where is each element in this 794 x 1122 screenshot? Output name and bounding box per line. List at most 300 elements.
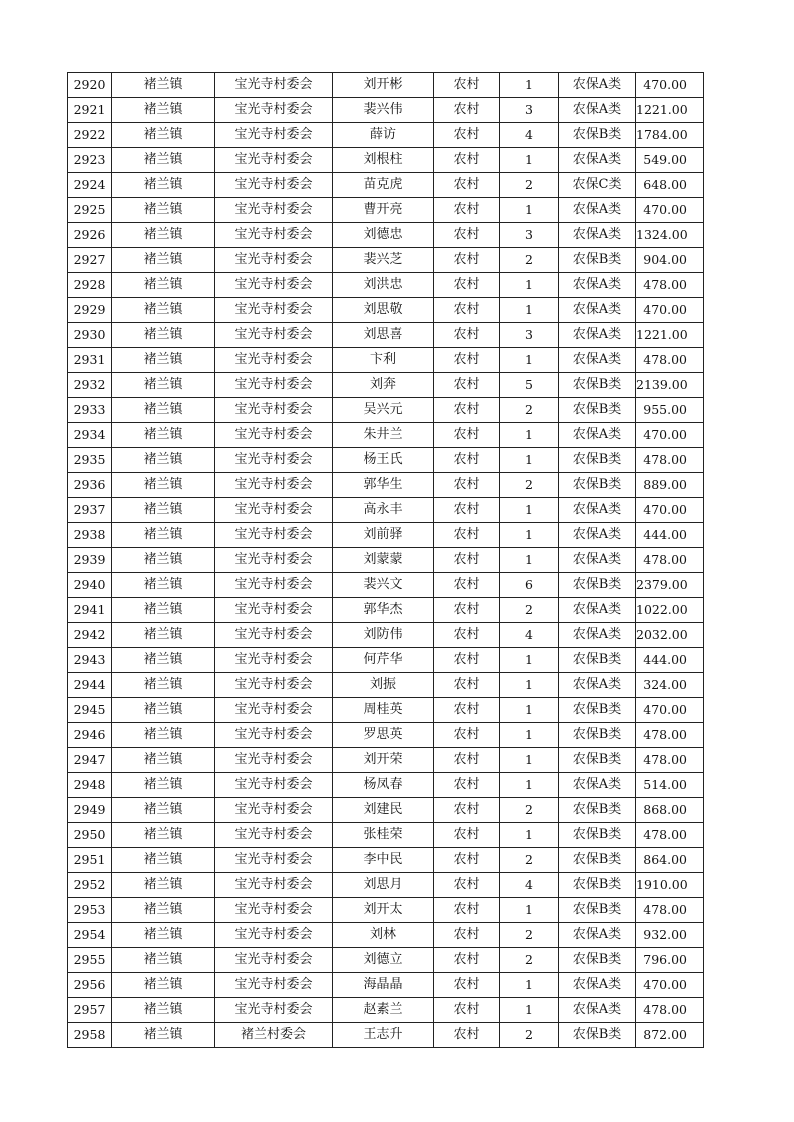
person-name-cell: 刘建民	[333, 798, 434, 823]
table-row	[68, 348, 704, 373]
person-name-cell: 何芹华	[333, 648, 434, 673]
person-name-cell: 刘思敬	[333, 298, 434, 323]
village-committee-cell: 宝光寺村委会	[215, 823, 333, 848]
insurance-category-cell: 农保A类	[559, 273, 636, 298]
amount-cell: 478.00	[636, 348, 704, 373]
household-size-cell: 1	[500, 348, 559, 373]
insurance-category-cell: 农保A类	[559, 773, 636, 798]
village-committee-cell: 宝光寺村委会	[215, 198, 333, 223]
town-cell: 褚兰镇	[112, 123, 215, 148]
insurance-category-cell: 农保B类	[559, 648, 636, 673]
person-name-cell: 裴兴芝	[333, 248, 434, 273]
town-cell: 褚兰镇	[112, 898, 215, 923]
village-committee-cell: 宝光寺村委会	[215, 223, 333, 248]
amount-cell: 444.00	[636, 648, 704, 673]
person-name-cell: 罗思英	[333, 723, 434, 748]
row-number-cell: 2927	[68, 248, 112, 273]
town-cell: 褚兰镇	[112, 773, 215, 798]
town-cell: 褚兰镇	[112, 573, 215, 598]
household-size-cell: 1	[500, 823, 559, 848]
row-number-cell: 2942	[68, 623, 112, 648]
household-type-cell: 农村	[434, 98, 500, 123]
table-row	[68, 698, 704, 723]
town-cell: 褚兰镇	[112, 973, 215, 998]
row-number-cell: 2929	[68, 298, 112, 323]
insurance-category-cell: 农保A类	[559, 523, 636, 548]
amount-cell: 470.00	[636, 973, 704, 998]
person-name-cell: 刘前驿	[333, 523, 434, 548]
person-name-cell: 卞利	[333, 348, 434, 373]
amount-cell: 1221.00	[636, 323, 704, 348]
household-type-cell: 农村	[434, 448, 500, 473]
household-size-cell: 2	[500, 948, 559, 973]
table-row	[68, 373, 704, 398]
table-row	[68, 73, 704, 98]
village-committee-cell: 宝光寺村委会	[215, 573, 333, 598]
insurance-category-cell: 农保A类	[559, 548, 636, 573]
amount-cell: 470.00	[636, 423, 704, 448]
row-number-cell: 2926	[68, 223, 112, 248]
village-committee-cell: 宝光寺村委会	[215, 973, 333, 998]
town-cell: 褚兰镇	[112, 298, 215, 323]
village-committee-cell: 宝光寺村委会	[215, 448, 333, 473]
row-number-cell: 2948	[68, 773, 112, 798]
amount-cell: 478.00	[636, 898, 704, 923]
table-row	[68, 323, 704, 348]
village-committee-cell: 宝光寺村委会	[215, 998, 333, 1023]
insurance-category-cell: 农保B类	[559, 1023, 636, 1048]
row-number-cell: 2951	[68, 848, 112, 873]
insurance-category-cell: 农保A类	[559, 348, 636, 373]
household-size-cell: 1	[500, 673, 559, 698]
amount-cell: 648.00	[636, 173, 704, 198]
table-row	[68, 773, 704, 798]
household-type-cell: 农村	[434, 973, 500, 998]
village-committee-cell: 宝光寺村委会	[215, 698, 333, 723]
person-name-cell: 杨王氏	[333, 448, 434, 473]
table-row	[68, 898, 704, 923]
person-name-cell: 刘开荣	[333, 748, 434, 773]
amount-cell: 864.00	[636, 848, 704, 873]
household-size-cell: 1	[500, 523, 559, 548]
household-size-cell: 1	[500, 723, 559, 748]
person-name-cell: 刘林	[333, 923, 434, 948]
table-row	[68, 948, 704, 973]
person-name-cell: 朱井兰	[333, 423, 434, 448]
table-body	[68, 73, 704, 1048]
town-cell: 褚兰镇	[112, 223, 215, 248]
household-size-cell: 1	[500, 298, 559, 323]
table-row	[68, 223, 704, 248]
town-cell: 褚兰镇	[112, 623, 215, 648]
row-number-cell: 2921	[68, 98, 112, 123]
table-row	[68, 973, 704, 998]
amount-cell: 514.00	[636, 773, 704, 798]
household-type-cell: 农村	[434, 273, 500, 298]
table-row	[68, 548, 704, 573]
amount-cell: 478.00	[636, 723, 704, 748]
household-size-cell: 1	[500, 423, 559, 448]
person-name-cell: 刘根柱	[333, 148, 434, 173]
household-size-cell: 1	[500, 648, 559, 673]
household-type-cell: 农村	[434, 198, 500, 223]
table-row	[68, 873, 704, 898]
row-number-cell: 2958	[68, 1023, 112, 1048]
row-number-cell: 2950	[68, 823, 112, 848]
household-type-cell: 农村	[434, 473, 500, 498]
insurance-category-cell: 农保B类	[559, 573, 636, 598]
household-type-cell: 农村	[434, 723, 500, 748]
table-row	[68, 923, 704, 948]
table-row	[68, 448, 704, 473]
household-size-cell: 2	[500, 598, 559, 623]
insurance-category-cell: 农保B类	[559, 698, 636, 723]
town-cell: 褚兰镇	[112, 673, 215, 698]
insurance-category-cell: 农保A类	[559, 148, 636, 173]
insurance-category-cell: 农保A类	[559, 298, 636, 323]
town-cell: 褚兰镇	[112, 348, 215, 373]
household-type-cell: 农村	[434, 623, 500, 648]
village-committee-cell: 宝光寺村委会	[215, 98, 333, 123]
town-cell: 褚兰镇	[112, 748, 215, 773]
person-name-cell: 赵素兰	[333, 998, 434, 1023]
row-number-cell: 2956	[68, 973, 112, 998]
insurance-category-cell: 农保B类	[559, 448, 636, 473]
household-size-cell: 1	[500, 548, 559, 573]
household-type-cell: 农村	[434, 698, 500, 723]
town-cell: 褚兰镇	[112, 873, 215, 898]
insurance-category-cell: 农保A类	[559, 623, 636, 648]
amount-cell: 796.00	[636, 948, 704, 973]
table-row	[68, 748, 704, 773]
village-committee-cell: 宝光寺村委会	[215, 548, 333, 573]
household-size-cell: 1	[500, 448, 559, 473]
village-committee-cell: 宝光寺村委会	[215, 248, 333, 273]
town-cell: 褚兰镇	[112, 273, 215, 298]
table-row	[68, 123, 704, 148]
town-cell: 褚兰镇	[112, 648, 215, 673]
row-number-cell: 2940	[68, 573, 112, 598]
town-cell: 褚兰镇	[112, 998, 215, 1023]
person-name-cell: 刘蒙蒙	[333, 548, 434, 573]
household-type-cell: 农村	[434, 348, 500, 373]
row-number-cell: 2943	[68, 648, 112, 673]
table-row	[68, 398, 704, 423]
town-cell: 褚兰镇	[112, 1023, 215, 1048]
person-name-cell: 杨凤春	[333, 773, 434, 798]
insurance-category-cell: 农保A类	[559, 998, 636, 1023]
household-type-cell: 农村	[434, 798, 500, 823]
row-number-cell: 2933	[68, 398, 112, 423]
table-row	[68, 848, 704, 873]
amount-cell: 324.00	[636, 673, 704, 698]
town-cell: 褚兰镇	[112, 798, 215, 823]
amount-cell: 932.00	[636, 923, 704, 948]
village-committee-cell: 宝光寺村委会	[215, 348, 333, 373]
amount-cell: 470.00	[636, 73, 704, 98]
table-row	[68, 298, 704, 323]
town-cell: 褚兰镇	[112, 698, 215, 723]
table-row	[68, 1023, 704, 1048]
village-committee-cell: 褚兰村委会	[215, 1023, 333, 1048]
amount-cell: 1221.00	[636, 98, 704, 123]
town-cell: 褚兰镇	[112, 848, 215, 873]
insurance-category-cell: 农保A类	[559, 223, 636, 248]
town-cell: 褚兰镇	[112, 548, 215, 573]
household-size-cell: 3	[500, 98, 559, 123]
amount-cell: 2139.00	[636, 373, 704, 398]
table-row	[68, 173, 704, 198]
amount-cell: 1784.00	[636, 123, 704, 148]
household-type-cell: 农村	[434, 998, 500, 1023]
household-type-cell: 农村	[434, 523, 500, 548]
town-cell: 褚兰镇	[112, 948, 215, 973]
insurance-category-cell: 农保C类	[559, 173, 636, 198]
amount-cell: 478.00	[636, 548, 704, 573]
household-type-cell: 农村	[434, 73, 500, 98]
village-committee-cell: 宝光寺村委会	[215, 923, 333, 948]
person-name-cell: 郭华杰	[333, 598, 434, 623]
household-size-cell: 1	[500, 898, 559, 923]
insurance-category-cell: 农保B类	[559, 473, 636, 498]
table-row	[68, 423, 704, 448]
town-cell: 褚兰镇	[112, 448, 215, 473]
household-type-cell: 农村	[434, 898, 500, 923]
row-number-cell: 2932	[68, 373, 112, 398]
village-committee-cell: 宝光寺村委会	[215, 498, 333, 523]
row-number-cell: 2957	[68, 998, 112, 1023]
person-name-cell: 刘振	[333, 673, 434, 698]
row-number-cell: 2955	[68, 948, 112, 973]
row-number-cell: 2946	[68, 723, 112, 748]
household-type-cell: 农村	[434, 423, 500, 448]
table-row	[68, 148, 704, 173]
person-name-cell: 刘思喜	[333, 323, 434, 348]
person-name-cell: 海晶晶	[333, 973, 434, 998]
amount-cell: 1910.00	[636, 873, 704, 898]
table-row	[68, 523, 704, 548]
village-committee-cell: 宝光寺村委会	[215, 848, 333, 873]
village-committee-cell: 宝光寺村委会	[215, 398, 333, 423]
household-size-cell: 2	[500, 848, 559, 873]
household-size-cell: 2	[500, 473, 559, 498]
person-name-cell: 高永丰	[333, 498, 434, 523]
row-number-cell: 2928	[68, 273, 112, 298]
village-committee-cell: 宝光寺村委会	[215, 323, 333, 348]
household-type-cell: 农村	[434, 123, 500, 148]
household-size-cell: 4	[500, 873, 559, 898]
person-name-cell: 裴兴伟	[333, 98, 434, 123]
household-size-cell: 1	[500, 198, 559, 223]
table-row	[68, 498, 704, 523]
insurance-category-cell: 农保A类	[559, 73, 636, 98]
insurance-category-cell: 农保B类	[559, 823, 636, 848]
row-number-cell: 2920	[68, 73, 112, 98]
person-name-cell: 刘防伟	[333, 623, 434, 648]
household-type-cell: 农村	[434, 223, 500, 248]
amount-cell: 955.00	[636, 398, 704, 423]
household-size-cell: 2	[500, 1023, 559, 1048]
row-number-cell: 2937	[68, 498, 112, 523]
row-number-cell: 2936	[68, 473, 112, 498]
town-cell: 褚兰镇	[112, 148, 215, 173]
insurance-category-cell: 农保B类	[559, 723, 636, 748]
village-committee-cell: 宝光寺村委会	[215, 423, 333, 448]
row-number-cell: 2931	[68, 348, 112, 373]
person-name-cell: 刘思月	[333, 873, 434, 898]
household-size-cell: 2	[500, 798, 559, 823]
household-type-cell: 农村	[434, 248, 500, 273]
household-type-cell: 农村	[434, 773, 500, 798]
town-cell: 褚兰镇	[112, 248, 215, 273]
amount-cell: 549.00	[636, 148, 704, 173]
village-committee-cell: 宝光寺村委会	[215, 898, 333, 923]
table-row	[68, 623, 704, 648]
town-cell: 褚兰镇	[112, 923, 215, 948]
household-type-cell: 农村	[434, 373, 500, 398]
insurance-category-cell: 农保B类	[559, 248, 636, 273]
person-name-cell: 刘德立	[333, 948, 434, 973]
household-size-cell: 1	[500, 73, 559, 98]
household-size-cell: 1	[500, 148, 559, 173]
row-number-cell: 2934	[68, 423, 112, 448]
person-name-cell: 周桂英	[333, 698, 434, 723]
row-number-cell: 2938	[68, 523, 112, 548]
person-name-cell: 薛访	[333, 123, 434, 148]
village-committee-cell: 宝光寺村委会	[215, 723, 333, 748]
insurance-category-cell: 农保B类	[559, 948, 636, 973]
town-cell: 褚兰镇	[112, 523, 215, 548]
village-committee-cell: 宝光寺村委会	[215, 673, 333, 698]
town-cell: 褚兰镇	[112, 373, 215, 398]
village-committee-cell: 宝光寺村委会	[215, 623, 333, 648]
village-committee-cell: 宝光寺村委会	[215, 598, 333, 623]
household-size-cell: 4	[500, 123, 559, 148]
household-size-cell: 1	[500, 773, 559, 798]
village-committee-cell: 宝光寺村委会	[215, 523, 333, 548]
household-type-cell: 农村	[434, 873, 500, 898]
amount-cell: 470.00	[636, 298, 704, 323]
amount-cell: 478.00	[636, 448, 704, 473]
village-committee-cell: 宝光寺村委会	[215, 748, 333, 773]
table-row	[68, 648, 704, 673]
town-cell: 褚兰镇	[112, 598, 215, 623]
table-row	[68, 98, 704, 123]
allowance-table	[67, 72, 704, 1048]
town-cell: 褚兰镇	[112, 173, 215, 198]
household-type-cell: 农村	[434, 573, 500, 598]
row-number-cell: 2925	[68, 198, 112, 223]
household-type-cell: 农村	[434, 948, 500, 973]
household-size-cell: 1	[500, 698, 559, 723]
insurance-category-cell: 农保A类	[559, 673, 636, 698]
household-type-cell: 农村	[434, 1023, 500, 1048]
table-row	[68, 673, 704, 698]
insurance-category-cell: 农保A类	[559, 973, 636, 998]
amount-cell: 478.00	[636, 823, 704, 848]
household-type-cell: 农村	[434, 923, 500, 948]
insurance-category-cell: 农保A类	[559, 498, 636, 523]
town-cell: 褚兰镇	[112, 498, 215, 523]
row-number-cell: 2939	[68, 548, 112, 573]
person-name-cell: 曹开亮	[333, 198, 434, 223]
person-name-cell: 郭华生	[333, 473, 434, 498]
insurance-category-cell: 农保B类	[559, 123, 636, 148]
amount-cell: 478.00	[636, 998, 704, 1023]
insurance-category-cell: 农保A类	[559, 98, 636, 123]
household-type-cell: 农村	[434, 548, 500, 573]
household-type-cell: 农村	[434, 323, 500, 348]
household-type-cell: 农村	[434, 748, 500, 773]
household-size-cell: 2	[500, 398, 559, 423]
table-row	[68, 998, 704, 1023]
insurance-category-cell: 农保B类	[559, 398, 636, 423]
row-number-cell: 2930	[68, 323, 112, 348]
village-committee-cell: 宝光寺村委会	[215, 773, 333, 798]
table-row	[68, 823, 704, 848]
town-cell: 褚兰镇	[112, 398, 215, 423]
table-row	[68, 598, 704, 623]
row-number-cell: 2935	[68, 448, 112, 473]
village-committee-cell: 宝光寺村委会	[215, 648, 333, 673]
village-committee-cell: 宝光寺村委会	[215, 798, 333, 823]
household-type-cell: 农村	[434, 848, 500, 873]
row-number-cell: 2924	[68, 173, 112, 198]
household-size-cell: 4	[500, 623, 559, 648]
person-name-cell: 苗克虎	[333, 173, 434, 198]
insurance-category-cell: 农保B类	[559, 848, 636, 873]
household-size-cell: 3	[500, 223, 559, 248]
town-cell: 褚兰镇	[112, 723, 215, 748]
amount-cell: 470.00	[636, 698, 704, 723]
village-committee-cell: 宝光寺村委会	[215, 373, 333, 398]
household-size-cell: 2	[500, 173, 559, 198]
household-size-cell: 1	[500, 273, 559, 298]
row-number-cell: 2947	[68, 748, 112, 773]
insurance-category-cell: 农保A类	[559, 323, 636, 348]
person-name-cell: 刘洪忠	[333, 273, 434, 298]
household-size-cell: 1	[500, 998, 559, 1023]
table-row	[68, 273, 704, 298]
insurance-category-cell: 农保B类	[559, 748, 636, 773]
household-type-cell: 农村	[434, 173, 500, 198]
insurance-category-cell: 农保A类	[559, 198, 636, 223]
town-cell: 褚兰镇	[112, 323, 215, 348]
village-committee-cell: 宝光寺村委会	[215, 298, 333, 323]
row-number-cell: 2941	[68, 598, 112, 623]
person-name-cell: 吴兴元	[333, 398, 434, 423]
household-size-cell: 1	[500, 748, 559, 773]
household-type-cell: 农村	[434, 148, 500, 173]
household-size-cell: 2	[500, 248, 559, 273]
row-number-cell: 2952	[68, 873, 112, 898]
row-number-cell: 2944	[68, 673, 112, 698]
village-committee-cell: 宝光寺村委会	[215, 873, 333, 898]
person-name-cell: 刘开太	[333, 898, 434, 923]
insurance-category-cell: 农保A类	[559, 923, 636, 948]
amount-cell: 478.00	[636, 273, 704, 298]
insurance-category-cell: 农保A类	[559, 598, 636, 623]
person-name-cell: 张桂荣	[333, 823, 434, 848]
row-number-cell: 2923	[68, 148, 112, 173]
insurance-category-cell: 农保B类	[559, 873, 636, 898]
household-size-cell: 5	[500, 373, 559, 398]
amount-cell: 2032.00	[636, 623, 704, 648]
amount-cell: 872.00	[636, 1023, 704, 1048]
row-number-cell: 2949	[68, 798, 112, 823]
person-name-cell: 裴兴文	[333, 573, 434, 598]
town-cell: 褚兰镇	[112, 73, 215, 98]
